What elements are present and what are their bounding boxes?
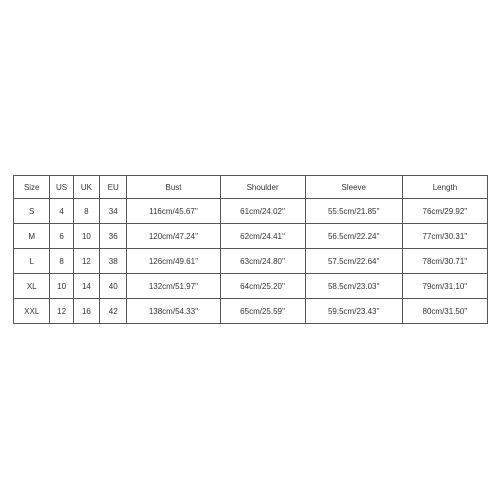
cell-bust: 132cm/51.97'' xyxy=(127,274,220,299)
cell-sleeve: 56.5cm/22.24'' xyxy=(305,224,402,249)
cell-size: S xyxy=(14,199,50,224)
header-bust: Bust xyxy=(127,176,220,199)
cell-sleeve: 55.5cm/21.85'' xyxy=(305,199,402,224)
cell-size: L xyxy=(14,249,50,274)
cell-uk: 12 xyxy=(73,249,99,274)
cell-eu: 38 xyxy=(100,249,127,274)
cell-length: 80cm/31.50'' xyxy=(402,299,487,324)
header-sleeve: Sleeve xyxy=(305,176,402,199)
cell-shoulder: 62cm/24.41'' xyxy=(220,224,305,249)
cell-us: 8 xyxy=(50,249,73,274)
cell-sleeve: 57.5cm/22.64'' xyxy=(305,249,402,274)
header-uk: UK xyxy=(73,176,99,199)
cell-shoulder: 65cm/25.59'' xyxy=(220,299,305,324)
size-chart-table xyxy=(13,175,488,324)
cell-uk: 14 xyxy=(73,274,99,299)
cell-size: XXL xyxy=(14,299,50,324)
cell-shoulder: 64cm/25.20'' xyxy=(220,274,305,299)
cell-shoulder: 61cm/24.02'' xyxy=(220,199,305,224)
cell-uk: 16 xyxy=(73,299,99,324)
header-eu: EU xyxy=(100,176,127,199)
cell-eu: 34 xyxy=(100,199,127,224)
cell-us: 10 xyxy=(50,274,73,299)
header-length: Length xyxy=(402,176,487,199)
cell-size: M xyxy=(14,224,50,249)
table-row xyxy=(14,299,488,324)
header-row xyxy=(14,176,488,199)
cell-uk: 10 xyxy=(73,224,99,249)
cell-length: 78cm/30.71'' xyxy=(402,249,487,274)
cell-bust: 138cm/54.33'' xyxy=(127,299,220,324)
cell-us: 12 xyxy=(50,299,73,324)
cell-eu: 42 xyxy=(100,299,127,324)
cell-uk: 8 xyxy=(73,199,99,224)
table-row xyxy=(14,199,488,224)
table-row xyxy=(14,224,488,249)
cell-eu: 40 xyxy=(100,274,127,299)
cell-length: 76cm/29.92'' xyxy=(402,199,487,224)
cell-shoulder: 63cm/24.80'' xyxy=(220,249,305,274)
header-shoulder: Shoulder xyxy=(220,176,305,199)
cell-length: 77cm/30.31'' xyxy=(402,224,487,249)
cell-eu: 36 xyxy=(100,224,127,249)
cell-size: XL xyxy=(14,274,50,299)
cell-length: 79cm/31.10'' xyxy=(402,274,487,299)
cell-bust: 120cm/47.24'' xyxy=(127,224,220,249)
cell-sleeve: 58.5cm/23.03'' xyxy=(305,274,402,299)
cell-sleeve: 59.5cm/23.43'' xyxy=(305,299,402,324)
cell-bust: 126cm/49.61'' xyxy=(127,249,220,274)
table-row xyxy=(14,249,488,274)
cell-us: 4 xyxy=(50,199,73,224)
header-size: Size xyxy=(14,176,50,199)
cell-us: 6 xyxy=(50,224,73,249)
header-us: US xyxy=(50,176,73,199)
cell-bust: 116cm/45.67'' xyxy=(127,199,220,224)
table-row xyxy=(14,274,488,299)
